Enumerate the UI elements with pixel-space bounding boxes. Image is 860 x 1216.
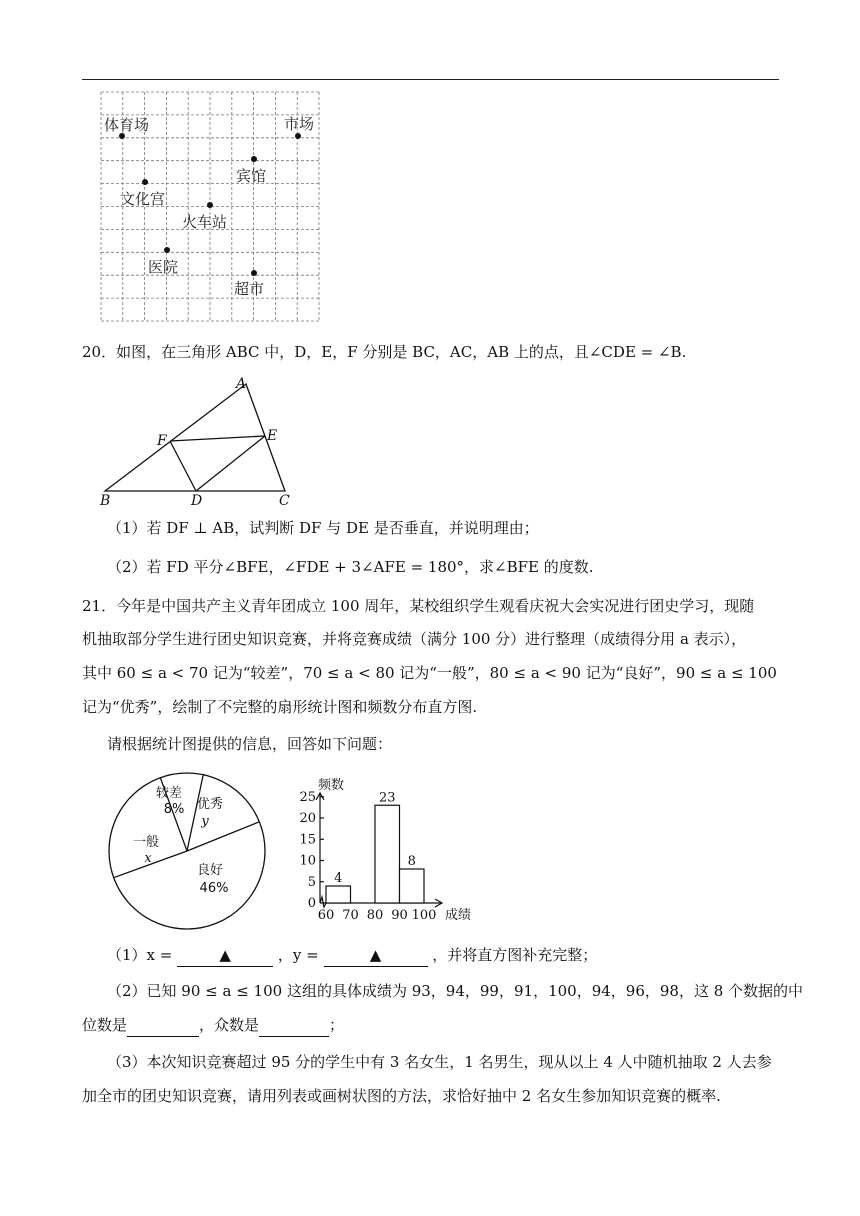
q21-part2-line2 xyxy=(82,1014,782,1037)
q20-part2: （2）若 FD 平分∠BFE，∠FDE + 3∠AFE = 180°，求∠BFE 的度数. xyxy=(107,558,594,576)
x-tick-label: 80 xyxy=(366,908,384,923)
q21-part1-x-label: （1）x = xyxy=(107,946,173,964)
q21-part1-tail: ，并将直方图补充完整； xyxy=(432,946,598,964)
answer-blank-mode[interactable] xyxy=(259,1014,329,1037)
triangle-mark-icon: ▲ xyxy=(369,946,382,964)
bar-value-label: 4 xyxy=(334,871,343,886)
y-tick-label: 10 xyxy=(299,853,316,869)
q21-prompt: 请根据统计图提供的信息，回答如下问题： xyxy=(107,735,393,753)
segment-de xyxy=(196,436,265,491)
pie-label-poor: 较差 xyxy=(155,786,183,801)
vertex-label-a: A xyxy=(236,376,247,392)
x-tick-label: 70 xyxy=(342,908,359,923)
triangle-mark-icon: ▲ xyxy=(219,946,231,964)
q21-part3-line2: 加全市的团史知识竞赛，请用列表或画树状图的方法，求恰好抽中 2 名女生参加知识竞赛的概率. xyxy=(82,1087,721,1105)
segment-fe xyxy=(170,436,265,441)
hotel-dot xyxy=(251,156,257,162)
q20-part1: （1）若 DF ⊥ AB，试判断 DF 与 DE 是否垂直，并说明理由； xyxy=(107,519,539,537)
place-label-market: 市场 xyxy=(284,115,315,133)
answer-blank-median[interactable] xyxy=(127,1014,199,1037)
histogram-bar xyxy=(400,869,425,903)
hospital-dot xyxy=(164,247,170,253)
market-dot xyxy=(295,133,301,139)
y-tick-label: 0 xyxy=(307,896,316,911)
place-label-supermarket: 超市 xyxy=(234,280,265,298)
q21-part1-y-label: ，y = xyxy=(277,946,319,964)
answer-blank-y[interactable] xyxy=(324,944,428,967)
place-label-train-station: 火车站 xyxy=(182,213,228,231)
segment-fd xyxy=(170,441,196,491)
pie-label-excellent: 优秀 xyxy=(196,797,224,812)
vertex-label-e: E xyxy=(267,428,278,444)
place-label-stadium: 体育场 xyxy=(104,116,150,134)
place-label-hospital: 医院 xyxy=(148,258,179,276)
vertex-label-c: C xyxy=(279,493,290,509)
pie-value-average: x xyxy=(144,851,152,866)
q21-part1 xyxy=(107,944,787,967)
pie-value-excellent: y xyxy=(201,814,209,829)
histogram-ylabel: 频数 xyxy=(318,778,345,793)
q21-part2-line1: （2）已知 90 ≤ a ≤ 100 这组的具体成绩为 93，94，99，91，100，94，96，98，这 8 个数据的中 xyxy=(107,982,804,1000)
map-grid-figure xyxy=(100,91,345,323)
q21-line4: 记为“优秀”，绘制了不完整的扇形统计图和频数分布直方图. xyxy=(82,698,478,716)
pie-label-good: 良好 xyxy=(196,863,224,878)
train-station-dot xyxy=(207,202,213,208)
y-tick-label: 25 xyxy=(299,789,316,805)
histogram-chart xyxy=(292,772,482,924)
triangle-abc xyxy=(105,384,285,491)
y-tick-label: 20 xyxy=(299,811,316,826)
histogram-bar xyxy=(326,886,351,903)
pie-value-poor: 8% xyxy=(163,802,185,817)
x-tick-label: 60 xyxy=(317,908,335,923)
x-tick-label: 90 xyxy=(391,908,408,923)
q21-part2-end: ； xyxy=(329,1016,345,1034)
bar-value-label: 8 xyxy=(407,854,416,869)
q21-line3: 其中 60 ≤ a < 70 记为“较差”，70 ≤ a < 80 记为“一般”，80 ≤ a < 90 记为“良好”，90 ≤ a ≤ 100 xyxy=(82,664,777,682)
pie-value-good: 46% xyxy=(199,881,229,896)
triangle-figure xyxy=(98,374,298,509)
q20-stem: 20．如图，在三角形 ABC 中，D，E，F 分别是 BC，AC，AB 上的点，且∠CDE = ∠B. xyxy=(82,343,687,361)
vertex-label-b: B xyxy=(100,493,111,509)
y-tick-label: 15 xyxy=(299,832,316,848)
header-rule xyxy=(82,79,779,80)
axis-break-icon xyxy=(320,897,326,907)
mode-label: ，众数是 xyxy=(199,1016,260,1034)
vertex-label-f: F xyxy=(157,433,167,449)
cultural-palace-dot xyxy=(142,179,148,185)
pie-chart xyxy=(106,770,268,932)
answer-blank-x[interactable] xyxy=(177,944,273,967)
vertex-label-d: D xyxy=(191,493,203,509)
x-tick-label: 100 xyxy=(411,908,437,923)
pie-label-average: 一般 xyxy=(132,835,160,850)
supermarket-dot xyxy=(251,270,257,276)
q21-line2: 机抽取部分学生进行团史知识竞赛，并将竞赛成绩（满分 100 分）进行整理（成绩得分用 a 表示）， xyxy=(82,630,747,648)
y-tick-label: 5 xyxy=(307,874,316,890)
place-label-hotel: 宾馆 xyxy=(236,167,267,185)
median-label: 位数是 xyxy=(82,1016,128,1034)
q21-line1: 21．今年是中国共产主义青年团成立 100 周年，某校组织学生观看庆祝大会实况进行团史学习，现随 xyxy=(82,597,755,615)
histogram-bar xyxy=(375,805,400,903)
q21-part3-line1: （3）本次知识竞赛超过 95 分的学生中有 3 名女生，1 名男生，现从以上 4 人中随机抽取 2 人去参 xyxy=(107,1053,772,1071)
place-label-cultural-palace: 文化宫 xyxy=(120,190,166,208)
bar-value-label: 23 xyxy=(378,790,396,806)
histogram-xlabel: 成绩 xyxy=(445,908,472,923)
